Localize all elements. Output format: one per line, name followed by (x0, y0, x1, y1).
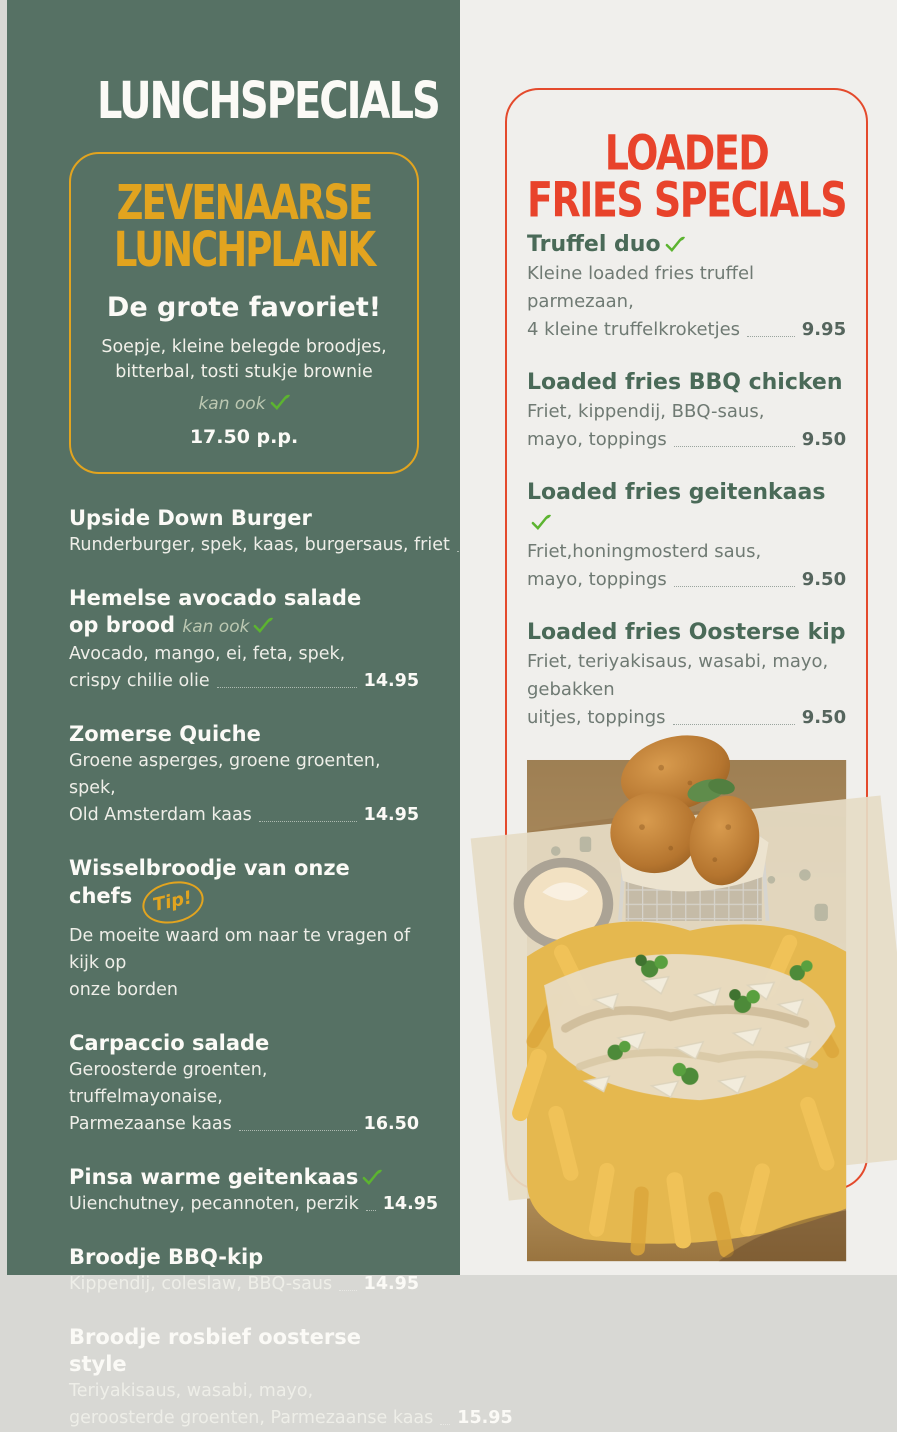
item-price: 16.50 (363, 1114, 419, 1134)
menu-item-carpaccio-salade: Carpaccio salade Geroosterde groenten, truffelmayonaise, Parmezaanse kaas 16.50 (69, 1030, 419, 1138)
lunchplank-card (69, 152, 419, 474)
menu-item-zomerse-quiche: Zomerse Quiche Groene asperges, groene groenten, spek, Old Amsterdam kaas 14.95 (69, 721, 419, 829)
check-leaf-icon (253, 617, 273, 634)
menu-item-loaded-fries-geitenkaas: Loaded fries geitenkaas Friet,honingmosterd saus, mayo, toppings 9.50 (527, 478, 846, 594)
check-leaf-icon (665, 236, 685, 253)
dotted-leader (239, 1130, 357, 1131)
dotted-leader (259, 821, 357, 822)
menu-item-broodje-rosbief: Broodje rosbief oosterse style Teriyakisaus, wasabi, mayo, geroosterde groenten, Parmezaanse kaas 15.95 (69, 1324, 419, 1432)
dotted-leader (747, 336, 795, 337)
menu-item-loaded-fries-oosterse-kip: Loaded fries Oosterse kip Friet, teriyakisaus, wasabi, mayo, gebakken uitjes, toppings 9.50 (527, 618, 846, 732)
menu-item-truffel-duo: Truffel duo Kleine loaded fries truffel parmezaan, 4 kleine truffelkroketjes 9.95 (527, 230, 846, 344)
loaded-fries-title: LOADED FRIES SPECIALS (527, 124, 847, 228)
lunchplank-subtitle: De grote favoriet! (106, 292, 382, 323)
loaded-fries-panel (460, 0, 897, 1275)
menu-page (7, 0, 890, 1428)
menu-item-hemelse-avocado-salade: Hemelse avocado salade op brood kan ook Avocado, mango, ei, feta, spek, crispy chilie olie 14.95 (69, 585, 419, 695)
lunch-specials-panel (7, 0, 513, 1428)
item-price: 14.95 (363, 805, 419, 825)
menu-item-upside-down-burger: Upside Down Burger Runderburger, spek, kaas, burgersaus, friet (69, 505, 419, 559)
dotted-leader (674, 446, 795, 447)
item-price: 9.50 (801, 707, 847, 728)
dotted-leader (673, 724, 795, 725)
item-price: 14.95 (382, 1194, 439, 1214)
item-price: 9.50 (801, 429, 847, 450)
lunchplank-description: Soepje, kleine belegde broodjes, bitterbal, tosti stukje brownie (101, 337, 387, 382)
dotted-leader (217, 687, 357, 688)
item-price: 9.50 (801, 569, 847, 590)
dotted-leader (366, 1210, 376, 1211)
page-title: LUNCHSPECIALS (97, 72, 439, 131)
item-price: 9.95 (801, 319, 847, 340)
menu-item-loaded-fries-bbq-chicken: Loaded fries BBQ chicken Friet, kippendij, BBQ-saus, mayo, toppings 9.50 (527, 368, 846, 454)
item-price: 15.95 (457, 1408, 513, 1428)
menu-item-wisselbroodje: Wisselbroodje van onze chefs Tip! De moeite waard om naar te vragen of kijk op onze borden (69, 856, 411, 1000)
dotted-leader (440, 1424, 450, 1425)
lunch-item-list (69, 505, 513, 1432)
check-leaf-icon (531, 514, 551, 531)
item-price: 14.95 (363, 671, 419, 691)
lunchplank-price: 17.50 p.p. (189, 426, 299, 448)
check-leaf-icon (362, 1169, 382, 1186)
loaded-fries-card (505, 88, 868, 1190)
menu-item-pinsa-geitenkaas: Pinsa warme geitenkaas Uienchutney, pecannoten, perzik 14.95 (69, 1164, 419, 1218)
fries-item-list (527, 230, 846, 756)
menu-item-broodje-bbq-kip: Broodje BBQ-kip Kippendij, coleslaw, BBQ-saus 14.95 (69, 1244, 419, 1298)
check-leaf-icon (270, 394, 290, 411)
item-price: 14.95 (363, 1274, 419, 1294)
dotted-leader (339, 1290, 357, 1291)
dotted-leader (674, 586, 795, 587)
lunchplank-title: ZEVENAARSE LUNCHPLANK (113, 174, 375, 278)
tip-badge: Tip! (139, 876, 208, 929)
loaded-fries-photo (527, 760, 846, 1261)
lunchplank-vegan-note: kan ook (79, 394, 409, 414)
